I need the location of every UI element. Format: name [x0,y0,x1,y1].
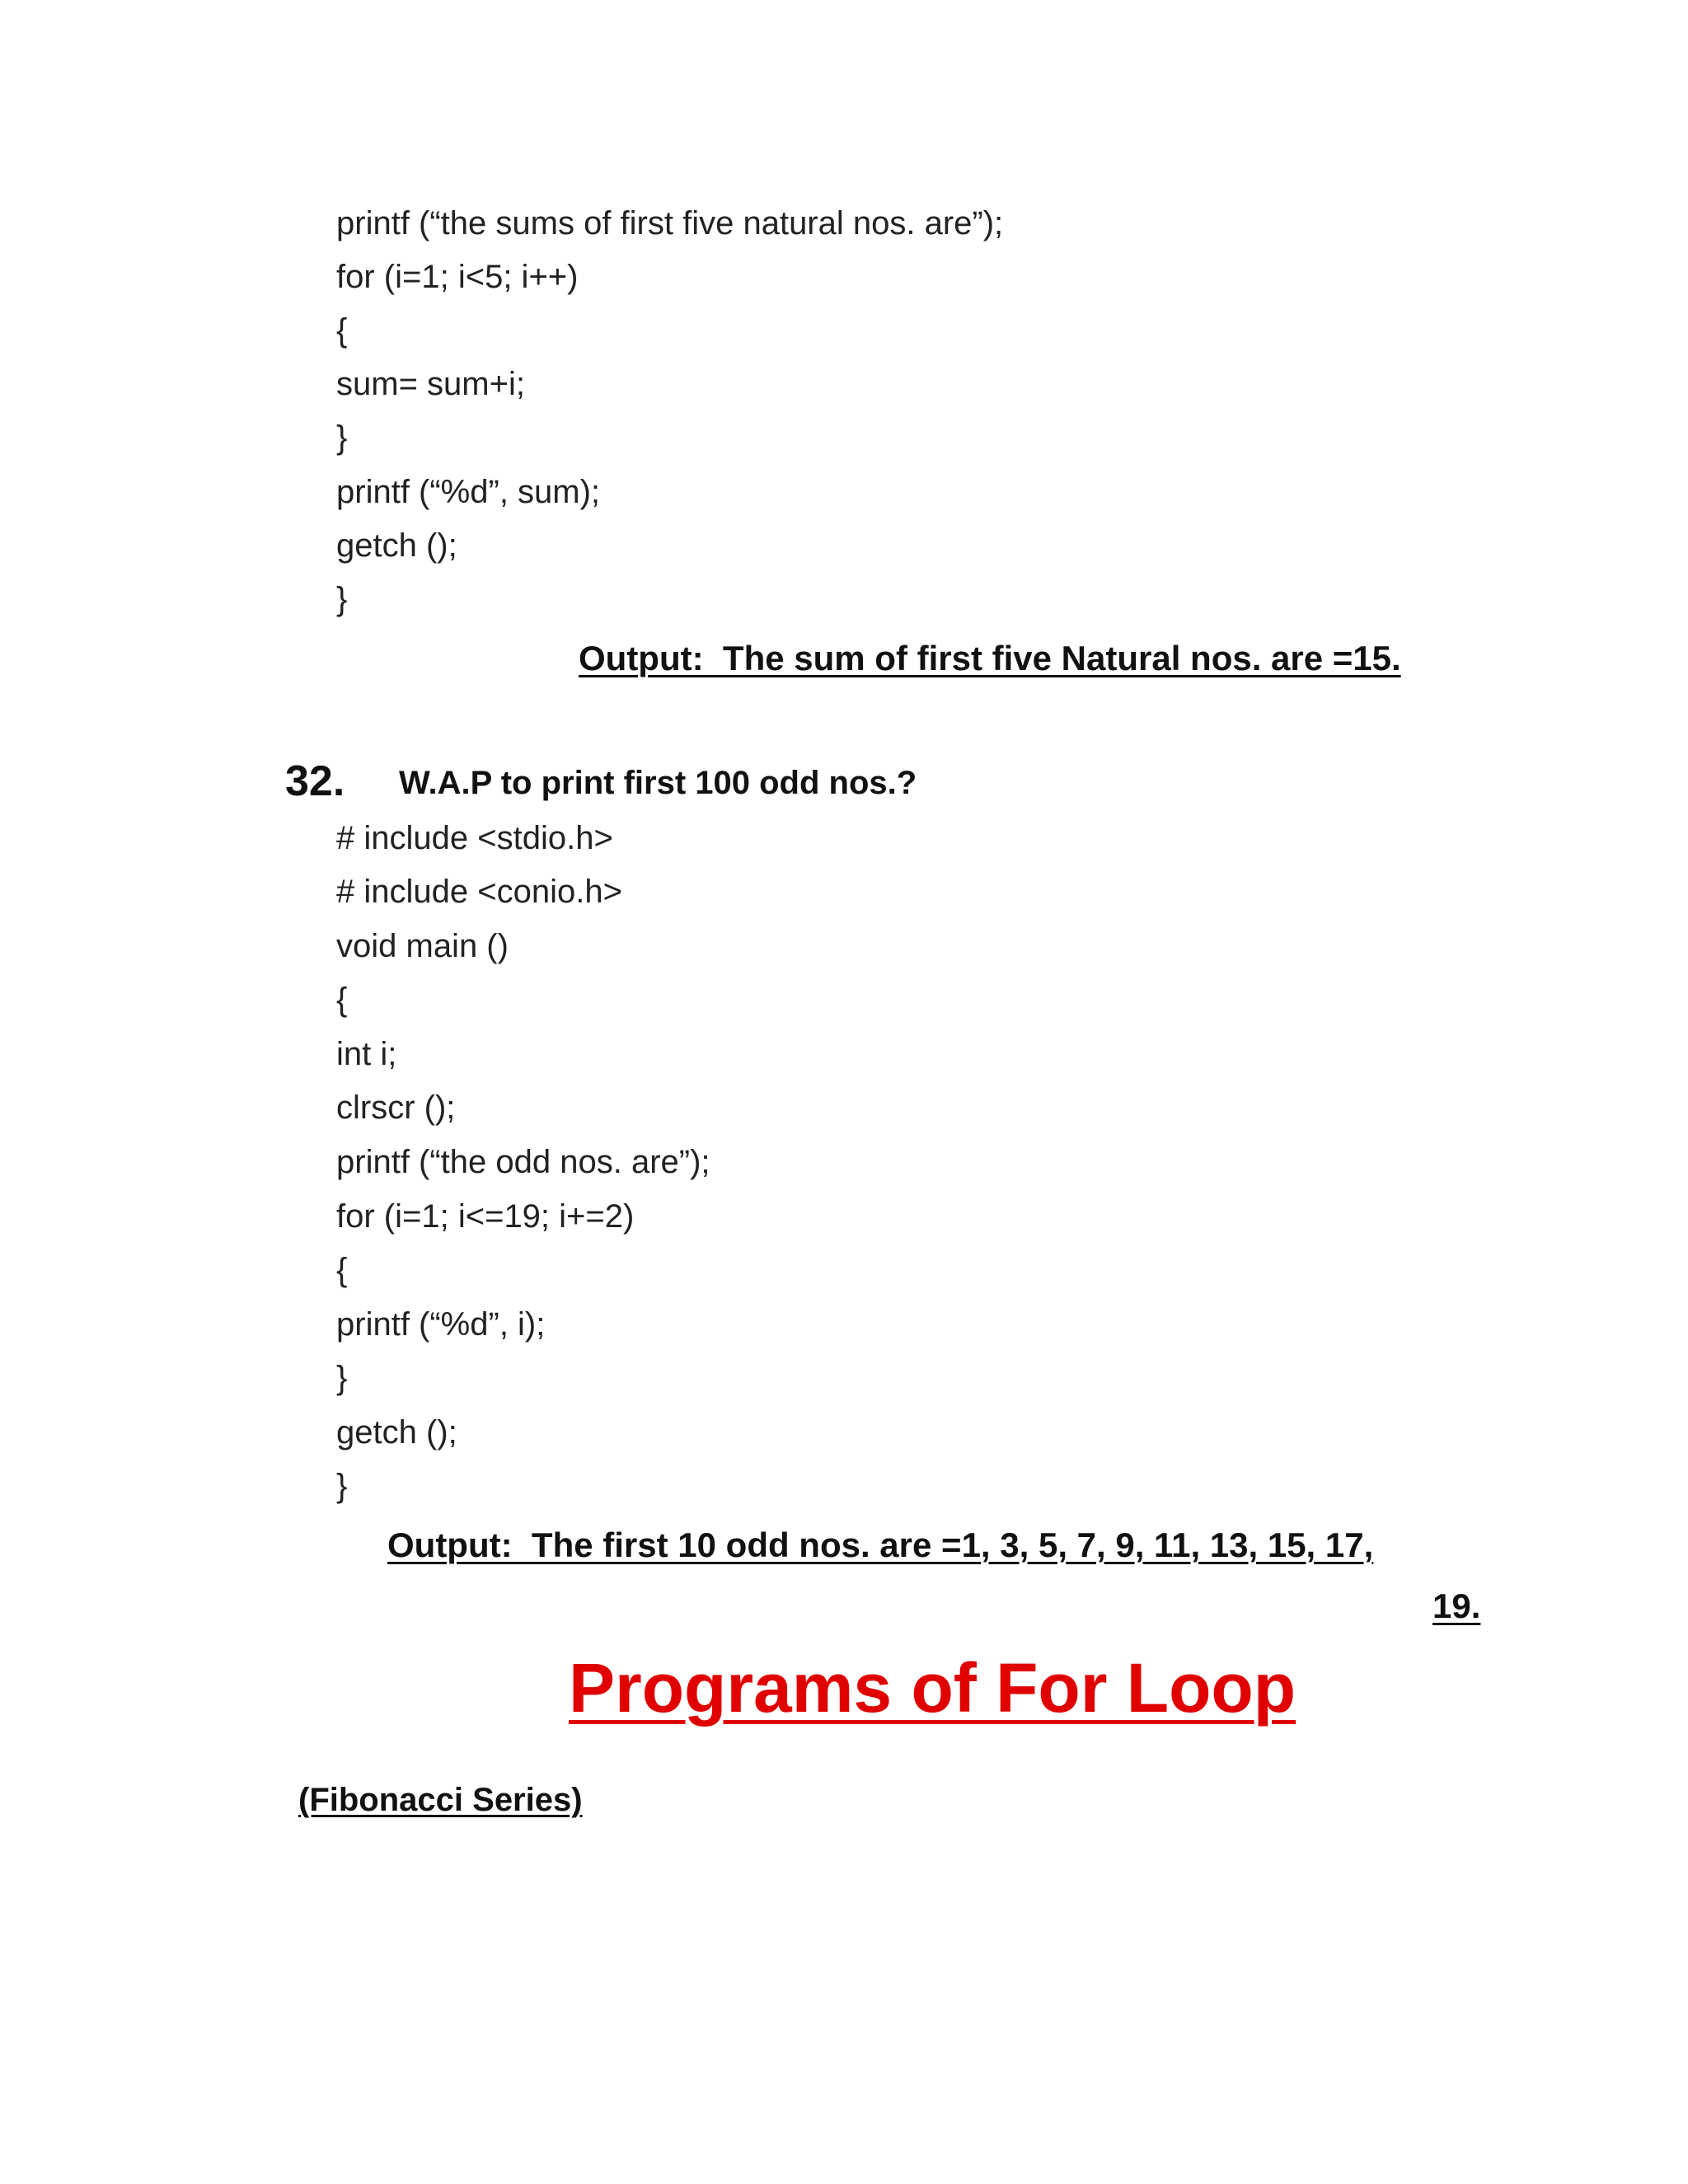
code-line: { [336,1252,348,1288]
code-line: int i; [336,1036,397,1072]
output-odd-line-2: 19. [1432,1586,1481,1625]
code-line: printf (“%d”, i); [336,1306,546,1343]
code-line: for (i=1; i<=19; i+=2) [336,1198,635,1235]
output-odd-line-1: Output: The first 10 odd nos. are =1, 3, 5, 7, 9, 11, 13, 15, 17, [387,1526,1374,1564]
output-sum: Output: The sum of first five Natural nos. are =15. [579,639,1401,677]
code-line: void main () [336,928,509,964]
code-line: printf (“%d”, sum); [336,474,601,510]
code-line: } [336,1360,348,1396]
code-line: { [336,982,348,1018]
code-line: printf (“the odd nos. are”); [336,1144,710,1180]
subheading: (Fibonacci Series) [298,1782,583,1818]
code-line: getch (); [336,527,457,564]
code-line: } [336,1468,348,1504]
code-line: } [336,419,348,456]
code-line: getch (); [336,1414,457,1451]
code-line: clrscr (); [336,1090,456,1126]
code-line: for (i=1; i<5; i++) [336,259,579,295]
code-line: sum= sum+i; [336,366,525,402]
section-title: Programs of For Loop [569,1649,1296,1727]
code-line: # include <stdio.h> [336,820,613,856]
code-line: } [336,581,348,617]
code-line: # include <conio.h> [336,874,622,910]
question-text: W.A.P to print first 100 odd nos.? [399,765,917,801]
code-line: printf (“the sums of first five natural nos. are”); [336,205,1004,241]
question-number: 32. [285,757,345,805]
code-line: { [336,312,348,349]
